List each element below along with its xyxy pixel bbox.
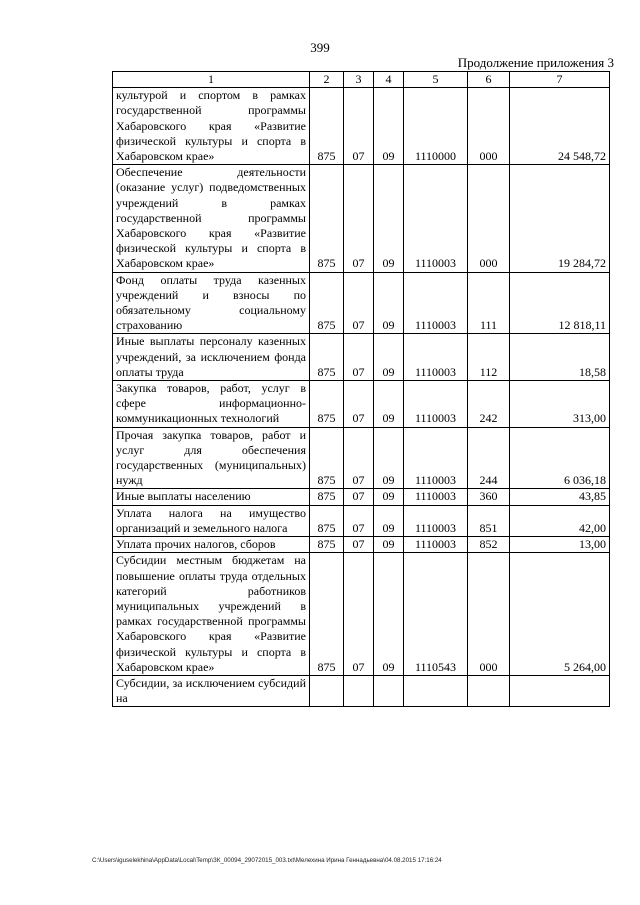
row-description: Иные выплаты населению	[113, 489, 310, 505]
cell-c6: 360	[468, 489, 510, 505]
cell-c3: 07	[344, 553, 374, 676]
cell-c5	[404, 675, 468, 706]
cell-c6: 242	[468, 381, 510, 428]
cell-c4: 09	[374, 553, 404, 676]
cell-c2: 875	[310, 165, 344, 272]
row-description: Обеспечение деятельности (оказание услуг) подведомственных учреждений в рамках государственной программы Хабаровского края «Развитие физической культуры и спорта в Хабаровском крае»	[113, 165, 310, 272]
row-description: Субсидии местным бюджетам на повышение оплаты труда отдельных категорий работников муниципальных учреждений в рамках государственной программы Хабаровского края «Развитие физической культуры и спорта в Хабаровском крае»	[113, 553, 310, 676]
cell-c4: 09	[374, 537, 404, 553]
cell-c6: 852	[468, 537, 510, 553]
cell-c7: 5 264,00	[510, 553, 610, 676]
cell-c3: 07	[344, 334, 374, 381]
table-row	[113, 165, 610, 272]
table-row	[113, 505, 610, 536]
row-description: Закупка товаров, работ, услуг в сфере информационно-коммуникационных технологий	[113, 381, 310, 428]
cell-c2: 875	[310, 427, 344, 489]
cell-c4: 09	[374, 165, 404, 272]
column-header: 3	[344, 72, 374, 88]
cell-c3: 07	[344, 537, 374, 553]
cell-c6	[468, 675, 510, 706]
table-row	[113, 272, 610, 334]
cell-c7: 18,58	[510, 334, 610, 381]
file-path-footer: C:\Users\iguselekhina\AppData\Local\Temp\ЗК_00094_29072015_003.txt\Мелехина Ирина Геннадьевна\04.08.2015 17:16:24	[92, 857, 442, 864]
cell-c2: 875	[310, 88, 344, 165]
cell-c3: 07	[344, 427, 374, 489]
cell-c6: 000	[468, 88, 510, 165]
column-header: 5	[404, 72, 468, 88]
table-row	[113, 489, 610, 505]
cell-c3: 07	[344, 165, 374, 272]
cell-c5: 1110003	[404, 505, 468, 536]
cell-c3: 07	[344, 272, 374, 334]
cell-c6: 000	[468, 553, 510, 676]
cell-c5: 1110003	[404, 165, 468, 272]
row-description: культурой и спортом в рамках государственной программы Хабаровского края «Развитие физической культуры и спорта в Хабаровском крае»	[113, 88, 310, 165]
cell-c5: 1110003	[404, 334, 468, 381]
table-row	[113, 88, 610, 165]
cell-c7: 42,00	[510, 505, 610, 536]
cell-c6: 851	[468, 505, 510, 536]
row-description: Иные выплаты персоналу казенных учреждений, за исключением фонда оплаты труда	[113, 334, 310, 381]
table-row	[113, 675, 610, 706]
cell-c3: 07	[344, 489, 374, 505]
table-row	[113, 427, 610, 489]
cell-c5: 1110003	[404, 381, 468, 428]
cell-c3: 07	[344, 381, 374, 428]
cell-c4: 09	[374, 381, 404, 428]
cell-c5: 1110003	[404, 272, 468, 334]
cell-c7: 24 548,72	[510, 88, 610, 165]
continuation-note: Продолжение приложения 3	[457, 55, 614, 70]
cell-c6: 112	[468, 334, 510, 381]
cell-c4: 09	[374, 427, 404, 489]
table-row	[113, 553, 610, 676]
table-row	[113, 334, 610, 381]
cell-c6: 000	[468, 165, 510, 272]
cell-c7: 313,00	[510, 381, 610, 428]
row-description: Фонд оплаты труда казенных учреждений и взносы по обязательному социальному страхованию	[113, 272, 310, 334]
column-header: 4	[374, 72, 404, 88]
cell-c7: 19 284,72	[510, 165, 610, 272]
cell-c3: 07	[344, 88, 374, 165]
cell-c7: 6 036,18	[510, 427, 610, 489]
row-description: Субсидии, за исключением субсидий на	[113, 675, 310, 706]
cell-c2: 875	[310, 553, 344, 676]
table-row	[113, 537, 610, 553]
cell-c2: 875	[310, 381, 344, 428]
cell-c7: 13,00	[510, 537, 610, 553]
row-description: Уплата прочих налогов, сборов	[113, 537, 310, 553]
cell-c5: 1110543	[404, 553, 468, 676]
cell-c3	[344, 675, 374, 706]
table-header-row	[113, 72, 610, 88]
cell-c7: 43,85	[510, 489, 610, 505]
cell-c4: 09	[374, 489, 404, 505]
row-description: Прочая закупка товаров, работ и услуг для обеспечения государственных (муниципальных) нужд	[113, 427, 310, 489]
cell-c5: 1110003	[404, 537, 468, 553]
cell-c4: 09	[374, 272, 404, 334]
cell-c4: 09	[374, 505, 404, 536]
cell-c2: 875	[310, 272, 344, 334]
cell-c4: 09	[374, 88, 404, 165]
column-header: 1	[113, 72, 310, 88]
row-description: Уплата налога на имущество организаций и земельного налога	[113, 505, 310, 536]
cell-c6: 111	[468, 272, 510, 334]
cell-c2: 875	[310, 505, 344, 536]
cell-c7: 12 818,11	[510, 272, 610, 334]
cell-c2: 875	[310, 537, 344, 553]
cell-c5: 1110003	[404, 489, 468, 505]
column-header: 2	[310, 72, 344, 88]
cell-c4: 09	[374, 334, 404, 381]
cell-c3: 07	[344, 505, 374, 536]
cell-c2: 875	[310, 489, 344, 505]
cell-c4	[374, 675, 404, 706]
cell-c2	[310, 675, 344, 706]
cell-c5: 1110003	[404, 427, 468, 489]
cell-c5: 1110000	[404, 88, 468, 165]
cell-c2: 875	[310, 334, 344, 381]
cell-c7	[510, 675, 610, 706]
column-header: 7	[510, 72, 610, 88]
cell-c6: 244	[468, 427, 510, 489]
budget-table	[112, 71, 610, 707]
page-number: 399	[310, 40, 330, 55]
column-header: 6	[468, 72, 510, 88]
table-row	[113, 381, 610, 428]
